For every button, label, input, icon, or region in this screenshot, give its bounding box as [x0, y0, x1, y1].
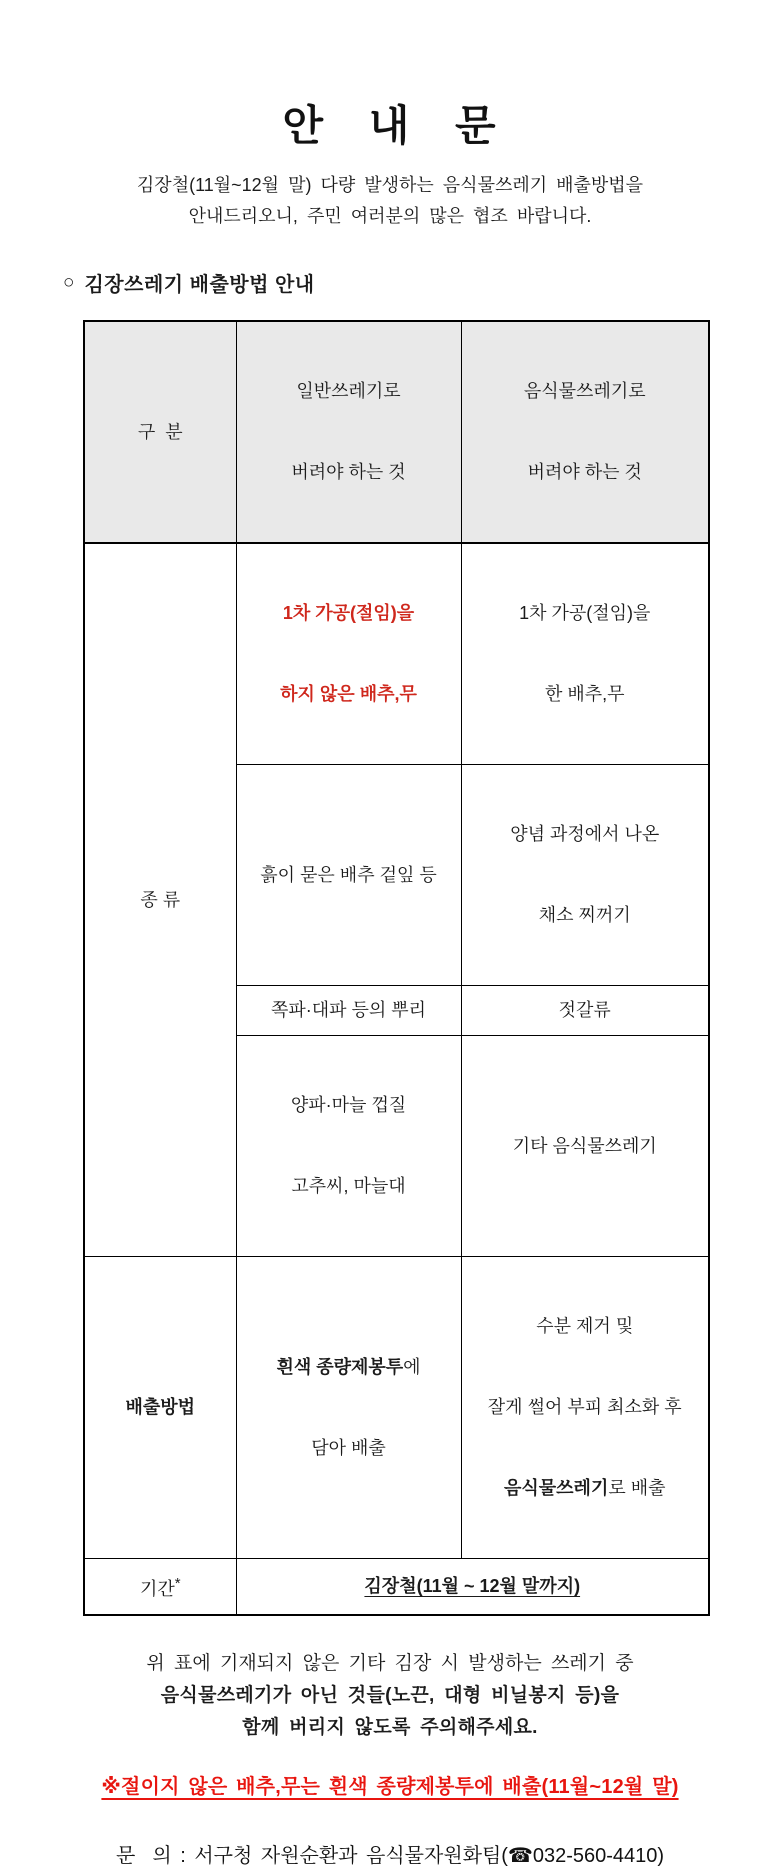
notice-line-1: 위 표에 기재되지 않은 기타 김장 시 발생하는 쓰레기 중	[146, 1652, 634, 1674]
method-general-bag-rest: 에	[403, 1356, 421, 1377]
header-general-line-2: 버려야 하는 것	[291, 462, 406, 482]
cell-line: 한 배추,무	[544, 684, 625, 704]
cell-line	[241, 1354, 457, 1381]
cell-line	[466, 1475, 705, 1502]
period-asterisk: *	[174, 1574, 181, 1592]
header-food-line-2: 버려야 하는 것	[527, 462, 642, 482]
intro-line-1: 김장철(11월~12월 말) 다량 발생하는 음식물쓰레기 배출방법을	[136, 175, 644, 195]
cell-general-unsalted	[236, 543, 461, 765]
header-general-line-1: 일반쓰레기로	[296, 381, 401, 401]
intro-paragraph	[0, 170, 780, 232]
cell-line: 1차 가공(절임)을	[282, 603, 415, 623]
cell-method-food	[461, 1257, 709, 1559]
page-title: 안 내 문	[282, 102, 498, 149]
contact-line: 문 의 : 서구청 자원순환과 음식물자원화팀(☎032-560-4410)	[115, 1844, 665, 1867]
cell-line: 담아 배출	[311, 1437, 386, 1458]
cell-general-peels	[236, 1036, 461, 1257]
cell-food-salted	[461, 543, 709, 765]
cell-line: 고추씨, 마늘대	[291, 1176, 406, 1196]
cell-line: 잘게 썰어 부피 최소화 후	[487, 1397, 682, 1417]
warning-line: ※절이지 않은 배추,무는 흰색 종량제봉투에 배출(11월~12월 말)	[101, 1775, 679, 1798]
table-header-row	[84, 321, 709, 543]
cell-food-salted-seafood: 젓갈류	[461, 986, 709, 1036]
section-heading	[63, 268, 780, 297]
cell-general-outer-leaves: 흙이 묻은 배추 겉잎 등	[236, 765, 461, 986]
disposal-method-table	[83, 320, 710, 1616]
cell-general-roots: 쪽파·대파 등의 뿌리	[236, 986, 461, 1036]
cell-line: 하지 않은 배추,무	[280, 684, 417, 704]
notice-document	[0, 93, 780, 1867]
notice-line-2: 음식물쓰레기가 아닌 것들(노끈, 대형 비닐봉지 등)을	[160, 1684, 620, 1706]
header-food-waste	[461, 321, 709, 543]
cell-method-label: 배출방법	[84, 1257, 236, 1559]
section-heading-text: 김장쓰레기 배출방법 안내	[84, 274, 315, 296]
table-row	[84, 1559, 709, 1615]
cell-period-label	[84, 1559, 236, 1615]
cell-period-value: 김장철(11월 ~ 12월 말까지)	[236, 1559, 709, 1615]
cell-food-other: 기타 음식물쓰레기	[461, 1036, 709, 1257]
cell-line: 채소 찌꺼기	[538, 905, 631, 925]
period-label-text: 기간	[139, 1578, 175, 1599]
table-row	[84, 1257, 709, 1559]
intro-line-2: 안내드리오니, 주민 여러분의 많은 협조 바랍니다.	[188, 206, 592, 226]
notice-paragraph	[0, 1648, 780, 1744]
cell-line: 양념 과정에서 나온	[510, 824, 660, 844]
header-food-line-1: 음식물쓰레기로	[523, 381, 646, 401]
method-food-rest: 로 배출	[608, 1478, 666, 1498]
method-food-bold: 음식물쓰레기	[504, 1478, 609, 1498]
cell-kind-label: 종 류	[84, 543, 236, 1257]
header-general-waste	[236, 321, 461, 543]
cell-line: 수분 제거 및	[536, 1316, 634, 1336]
cell-food-seasoning-scraps	[461, 765, 709, 986]
cell-line: 1차 가공(절임)을	[519, 603, 651, 623]
cell-method-general	[236, 1257, 461, 1559]
header-category: 구 분	[84, 321, 236, 543]
method-general-bag-bold: 흰색 종량제봉투	[276, 1356, 404, 1377]
table-row	[84, 543, 709, 765]
cell-line: 양파·마늘 껍질	[290, 1095, 407, 1115]
circle-bullet-icon: ○	[63, 271, 75, 293]
notice-line-3: 함께 버리지 않도록 주의해주세요.	[242, 1716, 538, 1738]
